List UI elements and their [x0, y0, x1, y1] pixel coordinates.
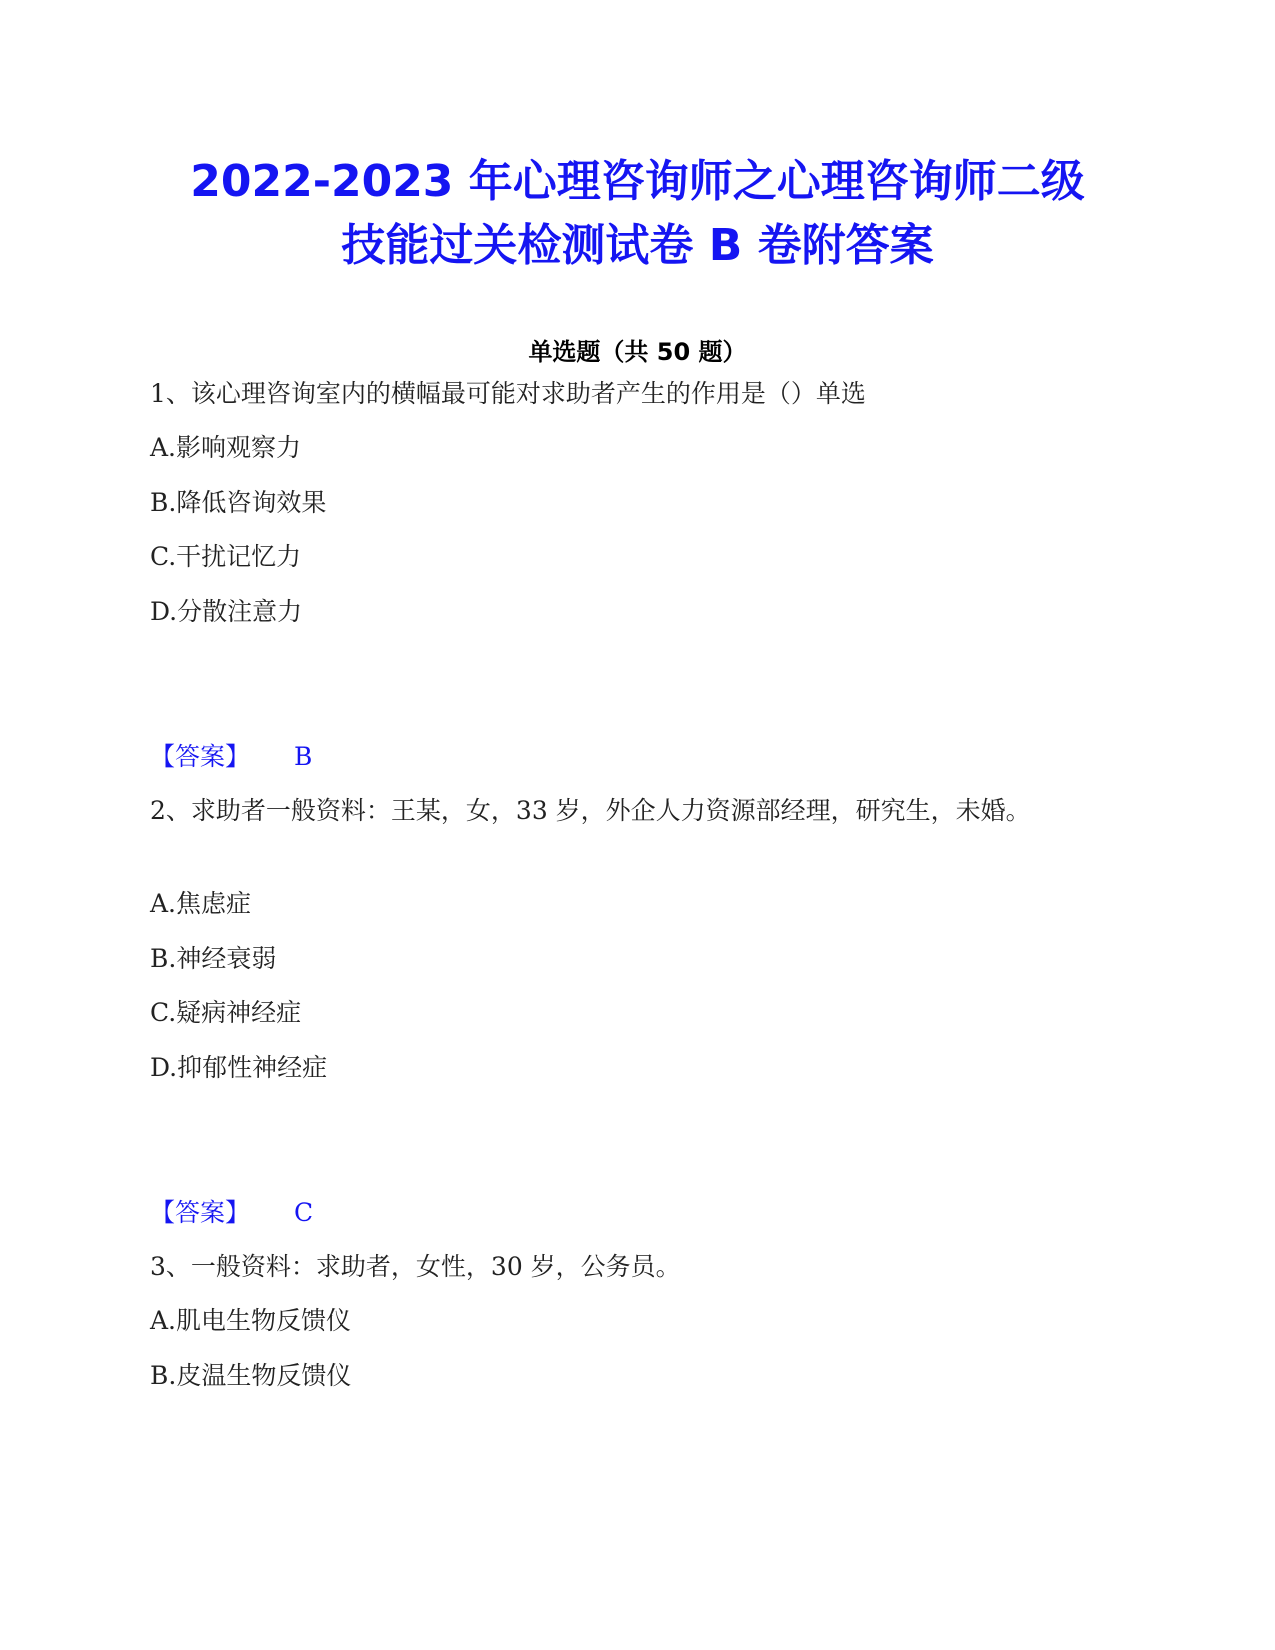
answer-label: 【答案】	[150, 1198, 251, 1227]
question-2-option-b: B.神经衰弱	[150, 944, 277, 973]
question-1-option-b: B.降低咨询效果	[150, 488, 327, 517]
question-1-option-c: C.干扰记忆力	[150, 542, 302, 571]
document-title-line-2: 技能过关检测试卷 B 卷附答案	[341, 220, 934, 271]
question-1-answer	[150, 737, 312, 777]
question-3-option-a: A.肌电生物反馈仪	[150, 1306, 352, 1335]
question-2-stem: 2、求助者一般资料：王某，女，33 岁，外企人力资源部经理，研究生，未婚。	[150, 796, 1031, 825]
question-2-option-c: C.疑病神经症	[150, 998, 302, 1027]
answer-value: B	[294, 742, 313, 771]
document-title-line-1: 2022-2023 年心理咨询师之心理咨询师二级	[190, 156, 1085, 207]
question-1-stem: 1、该心理咨询室内的横幅最可能对求助者产生的作用是（）单选	[150, 379, 866, 408]
answer-label: 【答案】	[150, 742, 251, 771]
question-2-option-d: D.抑郁性神经症	[150, 1053, 328, 1082]
question-2-answer	[150, 1193, 313, 1233]
question-1-option-a: A.影响观察力	[150, 433, 302, 462]
question-3-stem: 3、一般资料：求助者，女性，30 岁，公务员。	[150, 1252, 681, 1281]
answer-value: C	[294, 1198, 314, 1227]
section-heading: 单选题（共 50 题）	[528, 338, 747, 366]
question-2-option-a: A.焦虑症	[150, 889, 252, 918]
question-1-option-d: D.分散注意力	[150, 597, 303, 626]
question-3-option-b: B.皮温生物反馈仪	[150, 1361, 352, 1390]
